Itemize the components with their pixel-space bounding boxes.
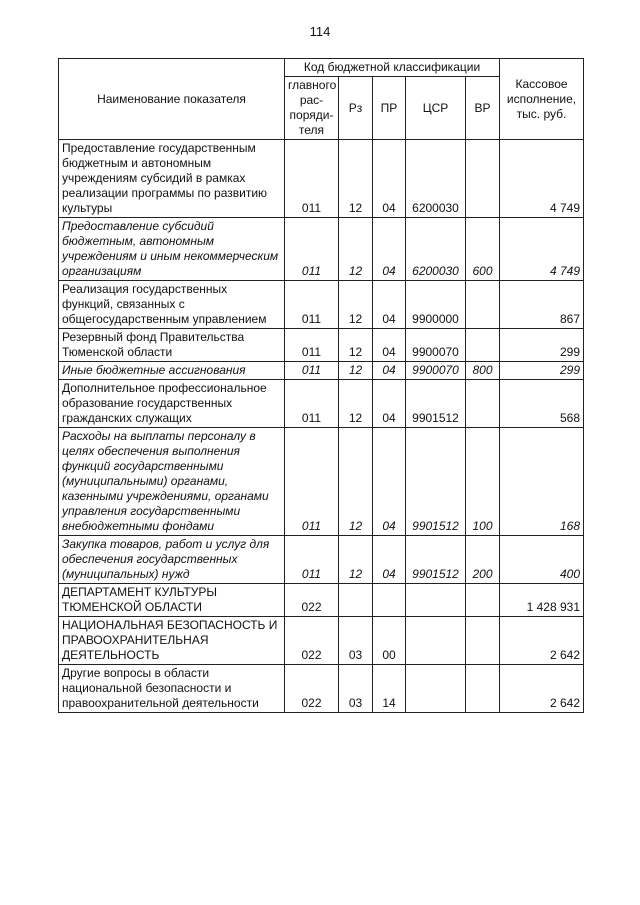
cell-vr	[466, 584, 500, 617]
cell-vr	[466, 665, 500, 713]
cell-rz	[339, 584, 373, 617]
header-vr: ВР	[466, 77, 500, 140]
cell-rz: 12	[339, 281, 373, 329]
cell-admin: 011	[285, 362, 339, 380]
cell-amount: 4 749	[500, 218, 584, 281]
cell-vr	[466, 329, 500, 362]
budget-table	[58, 58, 584, 713]
cell-rz: 12	[339, 140, 373, 218]
header-name: Наименование показателя	[59, 59, 285, 140]
cell-vr: 800	[466, 362, 500, 380]
cell-name: Реализация государственных функций, связанных с общегосударственным управлением	[59, 281, 285, 329]
cell-vr	[466, 380, 500, 428]
table-row	[59, 329, 584, 362]
cell-csr: 9901512	[406, 536, 466, 584]
cell-amount: 168	[500, 428, 584, 536]
cell-admin: 011	[285, 536, 339, 584]
cell-pr: 00	[373, 617, 406, 665]
header-rz: Рз	[339, 77, 373, 140]
cell-name: Дополнительное профессиональное образование государственных гражданских служащих	[59, 380, 285, 428]
cell-vr: 200	[466, 536, 500, 584]
page-number: 114	[309, 24, 331, 39]
cell-pr	[373, 584, 406, 617]
table-row	[59, 140, 584, 218]
cell-rz: 12	[339, 329, 373, 362]
cell-name: Предоставление субсидий бюджетным, автономным учреждениям и иным некоммерческим организациям	[59, 218, 285, 281]
cell-admin: 011	[285, 380, 339, 428]
cell-amount: 568	[500, 380, 584, 428]
cell-vr	[466, 281, 500, 329]
cell-name: ДЕПАРТАМЕНТ КУЛЬТУРЫ ТЮМЕНСКОЙ ОБЛАСТИ	[59, 584, 285, 617]
cell-csr: 9900000	[406, 281, 466, 329]
cell-vr	[466, 617, 500, 665]
cell-admin: 022	[285, 665, 339, 713]
cell-csr: 6200030	[406, 218, 466, 281]
table-row	[59, 617, 584, 665]
cell-name: Расходы на выплаты персоналу в целях обеспечения выполнения функций государственными (муниципальными) органами, казенными учреждениями, органами управления государственными внебюджетными фондами	[59, 428, 285, 536]
cell-pr: 04	[373, 428, 406, 536]
cell-csr: 9901512	[406, 380, 466, 428]
cell-csr: 9900070	[406, 362, 466, 380]
cell-admin: 011	[285, 428, 339, 536]
table-row	[59, 218, 584, 281]
cell-rz: 12	[339, 428, 373, 536]
cell-rz: 12	[339, 362, 373, 380]
header-code-group: Код бюджетной классификации	[285, 59, 500, 77]
cell-name: НАЦИОНАЛЬНАЯ БЕЗОПАСНОСТЬ И ПРАВООХРАНИТЕЛЬНАЯ ДЕЯТЕЛЬНОСТЬ	[59, 617, 285, 665]
header-pr: ПР	[373, 77, 406, 140]
cell-rz: 12	[339, 218, 373, 281]
cell-pr: 04	[373, 329, 406, 362]
table-row	[59, 536, 584, 584]
cell-amount: 299	[500, 329, 584, 362]
cell-name: Резервный фонд Правительства Тюменской области	[59, 329, 285, 362]
cell-amount: 4 749	[500, 140, 584, 218]
cell-amount: 400	[500, 536, 584, 584]
cell-amount: 2 642	[500, 617, 584, 665]
cell-csr	[406, 617, 466, 665]
header-amount: Кассовое исполнение, тыс. руб.	[500, 59, 584, 140]
cell-rz: 12	[339, 380, 373, 428]
cell-rz: 12	[339, 536, 373, 584]
cell-admin: 022	[285, 617, 339, 665]
cell-amount: 299	[500, 362, 584, 380]
cell-csr: 9900070	[406, 329, 466, 362]
cell-rz: 03	[339, 617, 373, 665]
cell-name: Иные бюджетные ассигнования	[59, 362, 285, 380]
table-row	[59, 380, 584, 428]
cell-csr	[406, 584, 466, 617]
cell-name: Предоставление государственным бюджетным и автономным учреждениям субсидий в рамках реализации программы по развитию культуры	[59, 140, 285, 218]
header-admin: главного рас-поряди-теля	[285, 77, 339, 140]
cell-pr: 04	[373, 380, 406, 428]
cell-csr: 6200030	[406, 140, 466, 218]
table-row	[59, 665, 584, 713]
table-row	[59, 281, 584, 329]
cell-vr	[466, 140, 500, 218]
cell-admin: 011	[285, 218, 339, 281]
cell-rz: 03	[339, 665, 373, 713]
cell-pr: 04	[373, 536, 406, 584]
cell-admin: 022	[285, 584, 339, 617]
cell-pr: 04	[373, 218, 406, 281]
cell-amount: 1 428 931	[500, 584, 584, 617]
cell-pr: 04	[373, 362, 406, 380]
cell-vr: 600	[466, 218, 500, 281]
cell-pr: 04	[373, 281, 406, 329]
cell-pr: 04	[373, 140, 406, 218]
cell-amount: 2 642	[500, 665, 584, 713]
header-csr: ЦСР	[406, 77, 466, 140]
cell-amount: 867	[500, 281, 584, 329]
table-row	[59, 362, 584, 380]
cell-csr: 9901512	[406, 428, 466, 536]
table-row	[59, 428, 584, 536]
cell-name: Закупка товаров, работ и услуг для обеспечения государственных (муниципальных) нужд	[59, 536, 285, 584]
cell-name: Другие вопросы в области национальной безопасности и правоохранительной деятельности	[59, 665, 285, 713]
cell-pr: 14	[373, 665, 406, 713]
cell-admin: 011	[285, 281, 339, 329]
cell-vr: 100	[466, 428, 500, 536]
cell-csr	[406, 665, 466, 713]
table-row	[59, 584, 584, 617]
cell-admin: 011	[285, 140, 339, 218]
cell-admin: 011	[285, 329, 339, 362]
